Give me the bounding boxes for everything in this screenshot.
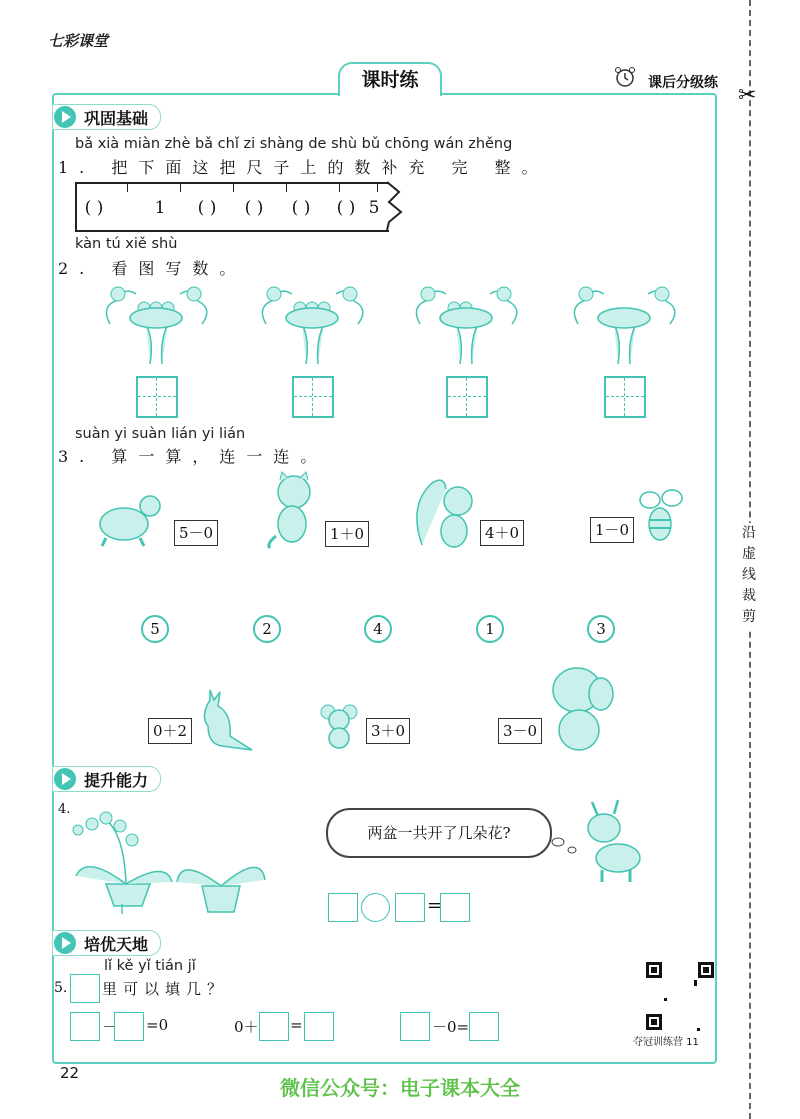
expr-card[interactable]: 1＋0	[325, 521, 369, 547]
plant-pot-icon	[176, 850, 266, 916]
section-header-excellence	[52, 930, 161, 956]
section-header-improve	[52, 766, 161, 792]
answer-circle[interactable]: 4	[364, 615, 392, 643]
expr-card[interactable]: 4＋0	[480, 520, 524, 546]
ruler-break-edge	[385, 180, 415, 230]
section-title: 培优天地	[84, 934, 149, 954]
kangaroo-icon	[192, 686, 256, 756]
q5-text: 里可以填几？	[102, 980, 229, 998]
expr-card[interactable]: 5－0	[174, 520, 218, 546]
grade-label: 课后分级练	[648, 75, 718, 91]
minus-sign: －	[102, 1018, 118, 1036]
section-title: 提升能力	[84, 770, 149, 790]
q5-pinyin: lǐ kě yǐ tián jǐ	[104, 958, 196, 974]
write-number-grid[interactable]	[136, 376, 178, 418]
brand-logo: 七彩课堂	[48, 32, 109, 50]
elephant-icon	[545, 664, 617, 754]
expr-card[interactable]: 1－0	[590, 517, 634, 543]
q2-text: 2. 看图写数。	[58, 259, 247, 278]
ruler-blank[interactable]: ( )	[291, 198, 311, 218]
scissors-icon: ✂	[738, 83, 757, 108]
footer-wechat: 微信公众号：电子课本大全	[280, 1076, 520, 1100]
sample-box	[70, 974, 100, 1003]
q2-pinyin: kàn tú xiě shù	[75, 236, 178, 252]
ruler-label: 5	[368, 198, 380, 218]
answer-box[interactable]	[259, 1012, 289, 1041]
page-number: 22	[60, 1064, 80, 1082]
play-icon	[54, 106, 76, 128]
ruler-label: 1	[154, 198, 166, 218]
cut-label: 沿虚线裁剪	[738, 523, 760, 628]
q1-text: 1. 把下面这把尺子上的数补充 完 整。	[58, 158, 549, 177]
answer-box[interactable]	[440, 893, 470, 922]
orchid-pot-icon	[66, 804, 176, 914]
answer-box[interactable]	[328, 893, 358, 922]
q3-text: 3. 算一算，连一连。	[58, 447, 328, 466]
play-icon	[54, 932, 76, 954]
equals-sign: =	[290, 1016, 303, 1034]
bubble-tail	[550, 836, 580, 856]
tree-nest-icon	[410, 284, 522, 364]
expr-card[interactable]: 3－0	[498, 718, 542, 744]
answer-box[interactable]	[304, 1012, 334, 1041]
q1-pinyin: bǎ xià miàn zhè bǎ chǐ zi shàng de shù bǔ chōng wán zhěng	[75, 136, 513, 152]
tree-nest-icon	[256, 284, 368, 364]
bee-icon	[636, 486, 686, 548]
page-title: 课时练	[338, 62, 442, 96]
section-header-basic	[52, 104, 161, 130]
deer-icon	[578, 798, 648, 884]
operator-circle[interactable]	[361, 893, 390, 922]
section-title: 巩固基础	[84, 108, 149, 128]
equation-result: =0	[146, 1016, 169, 1034]
answer-box[interactable]	[469, 1012, 499, 1041]
equation-middle: －0=	[432, 1018, 470, 1036]
write-number-grid[interactable]	[446, 376, 488, 418]
thought-bubble: 两盆一共开了几朵花?	[326, 808, 552, 858]
q5-number: 5.	[54, 980, 68, 996]
q4-number: 4.	[58, 802, 71, 817]
squirrel-icon	[412, 475, 480, 550]
ruler-blank[interactable]: ( )	[336, 198, 356, 218]
answer-box[interactable]	[70, 1012, 100, 1041]
ruler-blank[interactable]: ( )	[84, 198, 104, 218]
write-number-grid[interactable]	[604, 376, 646, 418]
cat-icon	[262, 472, 322, 550]
answer-circle[interactable]: 5	[141, 615, 169, 643]
play-icon	[54, 768, 76, 790]
qr-code-icon	[645, 961, 715, 1031]
answer-circle[interactable]: 3	[587, 615, 615, 643]
expr-card[interactable]: 3＋0	[366, 718, 410, 744]
mouse-icon	[318, 702, 362, 750]
answer-box[interactable]	[400, 1012, 430, 1041]
ruler-blank[interactable]: ( )	[244, 198, 264, 218]
ruler-blank[interactable]: ( )	[197, 198, 217, 218]
q3-pinyin: suàn yi suàn lián yi lián	[75, 426, 246, 442]
turtle-icon	[96, 490, 166, 550]
answer-circle[interactable]: 1	[476, 615, 504, 643]
expr-card[interactable]: 0＋2	[148, 718, 192, 744]
ruler	[75, 182, 389, 232]
equation-start: 0＋	[234, 1018, 259, 1036]
qr-caption: 夺冠训练营 11	[633, 1037, 699, 1048]
alarm-clock-icon	[614, 66, 636, 88]
answer-box[interactable]	[114, 1012, 144, 1041]
equals-sign: =	[427, 895, 443, 916]
write-number-grid[interactable]	[292, 376, 334, 418]
answer-box[interactable]	[395, 893, 425, 922]
answer-circle[interactable]: 2	[253, 615, 281, 643]
tree-nest-icon	[100, 284, 212, 364]
tree-nest-icon	[568, 284, 680, 364]
